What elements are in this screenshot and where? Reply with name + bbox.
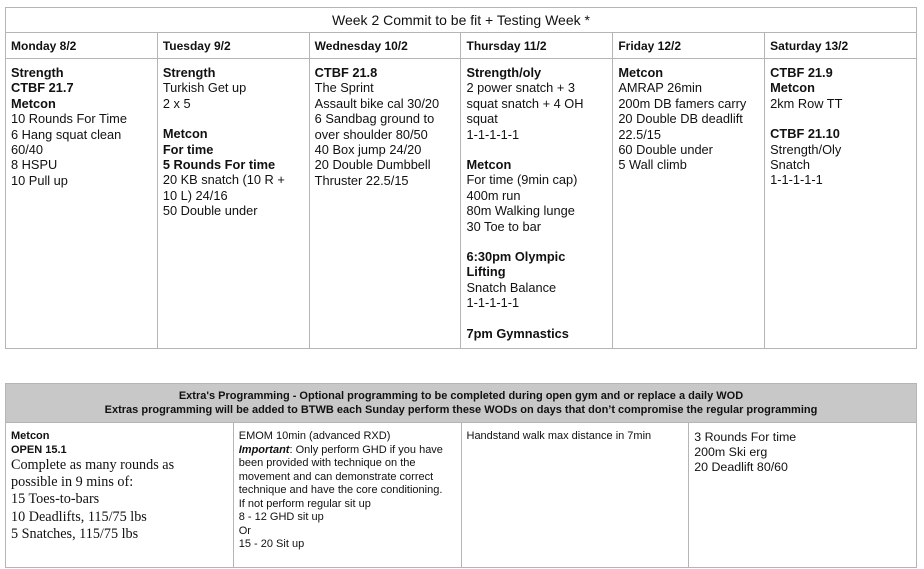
day-header-tuesday: Tuesday 9/2	[157, 33, 309, 59]
workout-line: 200m DB famers carry	[618, 95, 747, 111]
workout-heading: Strength	[11, 65, 64, 80]
workout-line: 5 Wall climb	[618, 157, 687, 173]
day-header-saturday: Saturday 13/2	[765, 33, 917, 59]
extras-line: been provided with technique on the	[238, 457, 416, 469]
workout-line: 400m run	[466, 187, 521, 203]
workout-heading: For time	[162, 141, 214, 157]
extras-line-text: : Only perform GHD if you have	[289, 443, 443, 456]
workout-line: 80m Walking lunge	[466, 203, 575, 219]
extras-line: 8 - 12 GHD sit up	[238, 511, 324, 523]
workout-line: 6 Hang squat clean	[11, 126, 122, 142]
week-title: Week 2 Commit to be fit + Testing Week *	[6, 8, 917, 33]
workout-line: Turkish Get up	[162, 80, 247, 96]
day-header-thursday: Thursday 11/2	[461, 33, 613, 59]
workout-line: 8 HSPU	[11, 157, 58, 173]
workout-line: 6 Sandbag ground to	[314, 111, 435, 127]
extras-cell-rounds	[689, 423, 917, 568]
important-label: Important	[238, 443, 290, 456]
day-cell-saturday	[765, 59, 917, 349]
workout-heading: Metcon	[466, 157, 512, 173]
extras-header-line-2: Extras programming will be added to BTWB each Sunday perform these WODs on days that don’t compromise the regular programming	[104, 404, 818, 416]
extras-line: 5 Snatches, 115/75 lbs	[11, 525, 139, 542]
extras-line	[239, 444, 456, 458]
day-header-wednesday: Wednesday 10/2	[309, 33, 461, 59]
extras-line: possible in 9 mins of:	[11, 474, 134, 491]
day-header-friday: Friday 12/2	[613, 33, 765, 59]
extras-line: Complete as many rounds as	[11, 457, 175, 473]
extras-programming-table	[5, 383, 917, 568]
workout-line: The Sprint	[314, 80, 374, 96]
extras-cell-handstand-walk	[461, 423, 689, 568]
workout-line: Snatch	[770, 157, 810, 173]
workout-line: 40 Box jump 24/20	[314, 142, 422, 158]
extras-heading: Metcon	[11, 430, 50, 442]
spacer	[466, 234, 608, 249]
day-body-row	[6, 59, 917, 349]
spacer	[770, 111, 912, 126]
extras-line: Handstand walk max distance in 7min	[466, 430, 652, 442]
workout-line: Strength/Oly	[770, 141, 842, 157]
day-cell-friday	[613, 59, 765, 349]
workout-line: over shoulder 80/50	[314, 126, 428, 142]
day-cell-monday	[6, 59, 158, 349]
workout-heading: Metcon	[162, 126, 208, 142]
extras-line: EMOM 10min (advanced RXD)	[238, 430, 391, 442]
workout-heading: CTBF 21.10	[770, 126, 840, 142]
workout-line: 1-1-1-1-1	[466, 126, 520, 142]
extras-line: technique and have the core conditioning.	[238, 484, 443, 496]
workout-heading: Strength/oly	[466, 65, 542, 80]
extras-heading: OPEN 15.1	[11, 443, 67, 456]
workout-heading: Metcon	[11, 95, 56, 111]
workout-heading: CTBF 21.8	[314, 65, 378, 80]
extras-line: 15 - 20 Sit up	[238, 538, 305, 550]
extras-header-line-1: Extra's Programming - Optional programming to be completed during open gym and or replace a daily WOD	[178, 390, 744, 402]
extras-line: Or	[238, 524, 251, 537]
workout-line: squat snatch + 4 OH	[466, 95, 584, 111]
workout-heading: Metcon	[618, 65, 664, 80]
workout-line: 60/40	[11, 142, 44, 158]
workout-line: 20 Double DB deadlift	[618, 111, 743, 127]
day-cell-thursday	[461, 59, 613, 349]
workout-heading: Metcon	[770, 80, 815, 96]
workout-line: 2 power snatch + 3	[466, 80, 575, 96]
workout-line: 20 KB snatch (10 R +	[162, 172, 285, 188]
workout-line: 1-1-1-1-1	[466, 295, 520, 311]
workout-heading: 5 Rounds For time	[162, 157, 276, 173]
extras-cell-emom	[233, 423, 461, 568]
workout-line: 60 Double under	[618, 142, 713, 158]
day-header-row	[6, 33, 917, 59]
workout-line: Assault bike cal 30/20	[314, 95, 440, 111]
extras-line: 20 Deadlift 80/60	[694, 460, 788, 475]
workout-line: 2km Row TT	[770, 95, 843, 111]
extras-line: 200m Ski erg	[694, 445, 768, 460]
workout-heading: 7pm Gymnastics	[466, 325, 569, 341]
extras-line: 10 Deadlifts, 115/75 lbs	[11, 508, 147, 525]
workout-heading: Lifting	[466, 264, 506, 280]
extras-line: 3 Rounds For time	[694, 430, 797, 444]
workout-line: Thruster 22.5/15	[314, 172, 409, 188]
workout-heading: CTBF 21.7	[11, 80, 74, 96]
day-cell-tuesday	[157, 59, 309, 349]
workout-line: 2 x 5	[162, 95, 191, 111]
workout-line: 10 Pull up	[11, 172, 68, 188]
extras-cell-open-15-1	[6, 423, 234, 568]
workout-line: squat	[466, 111, 498, 127]
workout-heading: Strength	[162, 65, 216, 80]
spacer	[163, 111, 305, 126]
day-cell-wednesday	[309, 59, 461, 349]
extras-line: If not perform regular sit up	[238, 497, 371, 510]
day-header-monday: Monday 8/2	[6, 33, 158, 59]
weekly-program-table	[5, 7, 917, 349]
extras-line: 15 Toes-to-bars	[11, 491, 100, 508]
workout-line: 1-1-1-1-1	[770, 172, 823, 188]
extras-header	[6, 384, 917, 423]
workout-heading: 6:30pm Olympic	[466, 249, 566, 265]
workout-heading: CTBF 21.9	[770, 65, 833, 80]
workout-line: 20 Double Dumbbell	[314, 157, 431, 173]
extras-line: movement and can demonstrate correct	[238, 470, 434, 483]
spacer	[466, 142, 608, 157]
workout-line: AMRAP 26min	[618, 80, 702, 96]
workout-line: 10 Rounds For Time	[11, 111, 127, 127]
workout-line: Snatch Balance	[466, 279, 557, 295]
workout-line: 22.5/15	[618, 126, 662, 142]
workout-line: For time (9min cap)	[466, 172, 578, 188]
spacer	[466, 311, 608, 326]
workout-line: 30 Toe to bar	[466, 218, 541, 234]
workout-line: 10 L) 24/16	[162, 187, 228, 203]
extras-body-row	[6, 423, 917, 568]
workout-line: 50 Double under	[162, 203, 258, 219]
